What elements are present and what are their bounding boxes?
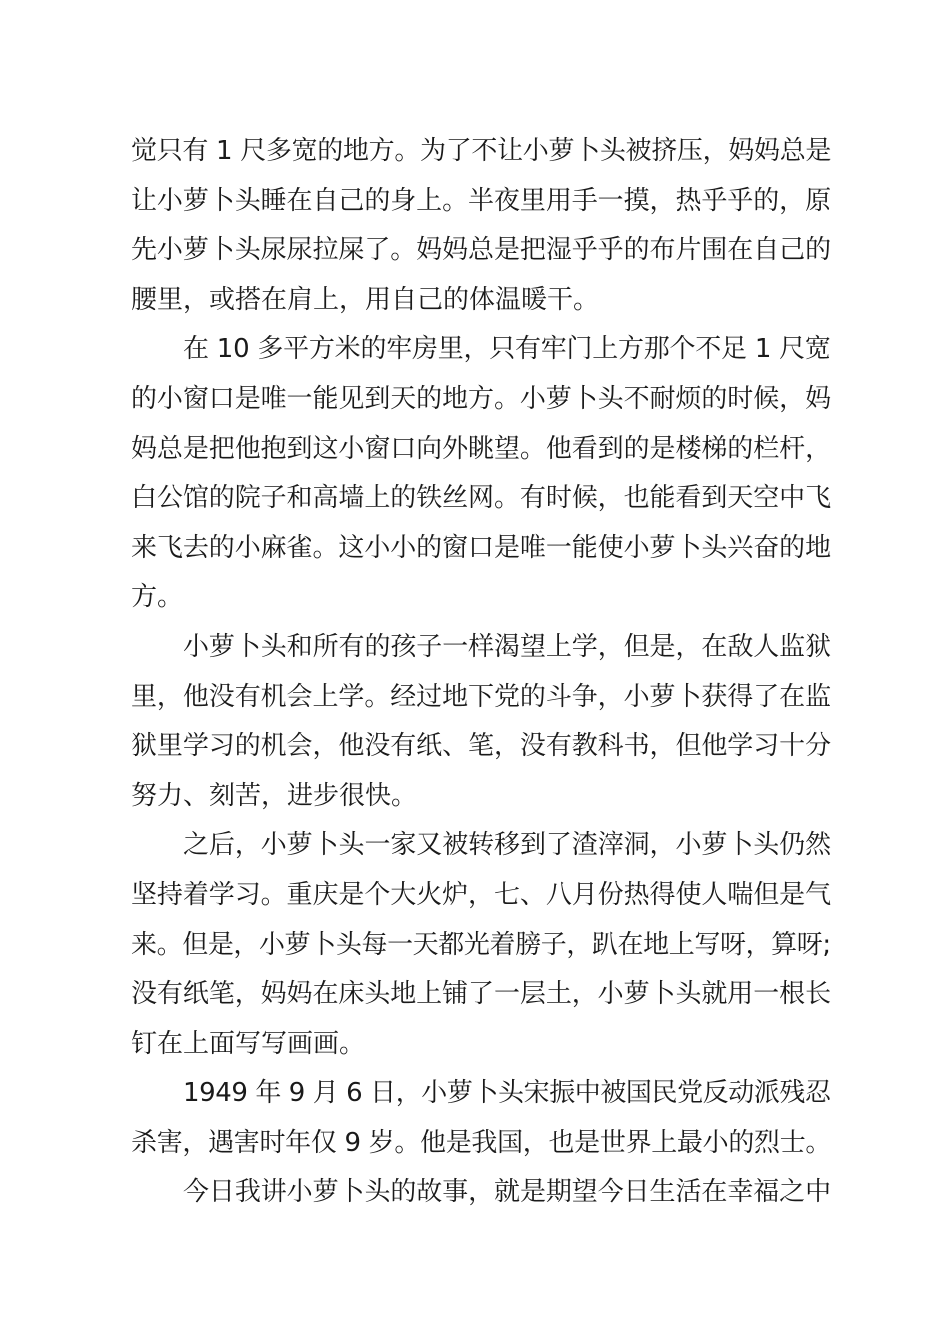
text-line: 腰里，或搭在肩上，用自己的体温暖干。: [131, 284, 600, 315]
text-line: 坚持着学习。重庆是个大火炉，七、八月份热得使人喘但是气: [131, 879, 832, 910]
paragraph-first-line: 1949 年 9 月 6 日，小萝卜头宋振中被国民党反动派残忍: [183, 1078, 831, 1109]
text-line: 没有纸笔，妈妈在床头地上铺了一层土，小萝卜头就用一根长: [131, 979, 832, 1010]
text-line: 钉在上面写写画画。: [131, 1028, 366, 1059]
text-line: 方。: [131, 582, 184, 613]
text-line: 来飞去的小麻雀。这小小的窗口是唯一能使小萝卜头兴奋的地: [131, 532, 832, 563]
text-line: 先小萝卜头尿尿拉屎了。妈妈总是把湿乎乎的布片围在自己的: [131, 235, 832, 266]
paragraph-first-line: 之后，小萝卜头一家又被转移到了渣滓洞，小萝卜头仍然: [183, 830, 832, 861]
paragraph-first-line: 在 10 多平方米的牢房里，只有牢门上方那个不足 1 尺宽: [183, 334, 831, 365]
text-line: 里，他没有机会上学。经过地下党的斗争，小萝卜获得了在监: [131, 681, 832, 712]
text-line: 杀害，遇害时年仅 9 岁。他是我国，也是世界上最小的烈士。: [131, 1127, 832, 1158]
body-text: [131, 127, 831, 1218]
paragraph-first-line: 小萝卜头和所有的孩子一样渴望上学，但是，在敌人监狱: [183, 631, 832, 662]
text-line: 妈总是把他抱到这小窗口向外眺望。他看到的是楼梯的栏杆，: [131, 433, 832, 464]
text-line: 白公馆的院子和高墙上的铁丝网。有时候，也能看到天空中飞: [131, 483, 832, 514]
text-line: 觉只有 1 尺多宽的地方。为了不让小萝卜头被挤压，妈妈总是: [131, 136, 832, 166]
text-line: 来。但是，小萝卜头每一天都光着膀子，趴在地上写呀，算呀;: [131, 929, 831, 960]
paragraph-first-line: 今日我讲小萝卜头的故事，就是期望今日生活在幸福之中: [183, 1177, 832, 1208]
text-line: 让小萝卜头睡在自己的身上。半夜里用手一摸，热乎乎的，原: [131, 185, 832, 216]
text-line: 努力、刻苦，进步很快。: [131, 780, 418, 811]
text-line: 的小窗口是唯一能见到天的地方。小萝卜头不耐烦的时候，妈: [131, 383, 832, 414]
text-line: 狱里学习的机会，他没有纸、笔，没有教科书，但他学习十分: [131, 731, 832, 762]
